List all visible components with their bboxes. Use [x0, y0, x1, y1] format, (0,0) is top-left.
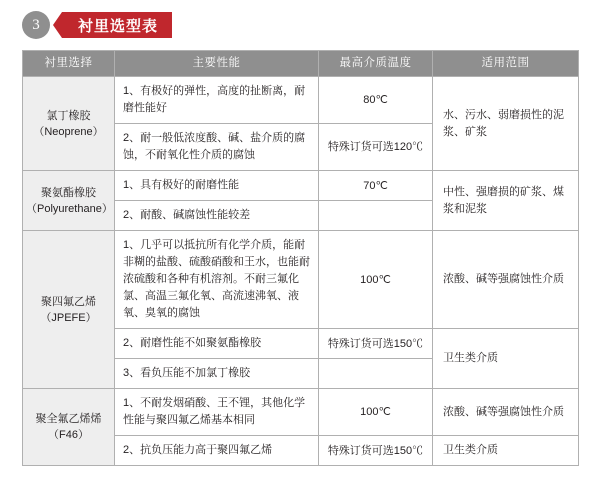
liner-name-cn: 聚全氟乙烯烯	[35, 413, 102, 425]
liner-name-en: （JPEFE）	[40, 311, 97, 324]
table-body	[23, 77, 579, 466]
liner-name-cell	[23, 389, 115, 466]
performance-cell: 2、耐酸、碱腐蚀性能较差	[115, 201, 319, 231]
section-header	[22, 8, 172, 42]
liner-name-en: （Polyurethane）	[26, 202, 113, 215]
scope-cell: 中性、强磨损的矿浆、煤浆和泥浆	[433, 171, 579, 231]
max-temperature-cell: 特殊订货可选150℃	[319, 329, 433, 359]
step-number-badge: 3	[22, 11, 50, 39]
performance-cell: 1、具有极好的耐磨性能	[115, 171, 319, 201]
column-header-max-temp: 最高介质温度	[319, 51, 433, 77]
performance-cell: 2、耐磨性能不如聚氨酯橡胶	[115, 329, 319, 359]
liner-name-cn: 聚氨酯橡胶	[41, 186, 96, 199]
max-temperature-cell: 80℃	[319, 77, 433, 124]
performance-cell: 3、看负压能不加氯丁橡胶	[115, 359, 319, 389]
scope-cell: 浓酸、碱等强腐蚀性介质	[433, 231, 579, 329]
scope-cell: 卫生类介质	[433, 436, 579, 466]
scope-cell: 水、污水、弱磨损性的泥浆、矿浆	[433, 77, 579, 171]
performance-cell: 1、不耐发烟硝酸、王不锂，其他化学性能与聚四氟乙烯基本相同	[115, 389, 319, 436]
column-header-scope: 适用范围	[433, 51, 579, 77]
performance-cell: 2、耐一般低浓度酸、碱、盐介质的腐蚀，不耐氧化性介质的腐蚀	[115, 124, 319, 171]
table-row	[23, 389, 579, 436]
table-row	[23, 77, 579, 124]
liner-name-cn: 聚四氟乙烯	[41, 295, 96, 308]
liner-name-cell	[23, 171, 115, 231]
liner-selection-table	[22, 50, 579, 466]
table-row	[23, 171, 579, 201]
max-temperature-cell: 70℃	[319, 171, 433, 201]
column-header-liner: 衬里选择	[23, 51, 115, 77]
max-temperature-cell: 特殊订货可选150℃	[319, 436, 433, 466]
scope-cell: 卫生类介质	[433, 329, 579, 389]
liner-name-cell	[23, 231, 115, 389]
liner-selection-table-wrap	[22, 50, 578, 466]
liner-name-en: （F46）	[48, 429, 89, 441]
section-title-bar	[62, 12, 172, 38]
table-header-row	[23, 51, 579, 77]
liner-name-cell	[23, 77, 115, 171]
max-temperature-cell: 100℃	[319, 389, 433, 436]
performance-cell: 1、有极好的弹性，高度的扯断离，耐磨性能好	[115, 77, 319, 124]
column-header-performance: 主要性能	[115, 51, 319, 77]
scope-cell: 浓酸、碱等强腐蚀性介质	[433, 389, 579, 436]
table-row	[23, 231, 579, 329]
performance-cell: 1、几乎可以抵抗所有化学介质，能耐非糊的盐酸、硫酸硝酸和王水，也能耐浓硫酸和各种有机溶剂。不耐三氟化氯、高温三氟化氧、高流速沸氧、液氧、臭氧的腐蚀	[115, 231, 319, 329]
performance-cell: 2、抗负压能力高于聚四氟乙烯	[115, 436, 319, 466]
max-temperature-cell: 特殊订货可选120℃	[319, 124, 433, 171]
page-title: 衬里选型表	[78, 17, 159, 35]
liner-name-cn: 氯丁橡胶	[46, 109, 91, 122]
liner-name-en: （Neoprene）	[33, 125, 104, 138]
max-temperature-cell: 100℃	[319, 231, 433, 329]
